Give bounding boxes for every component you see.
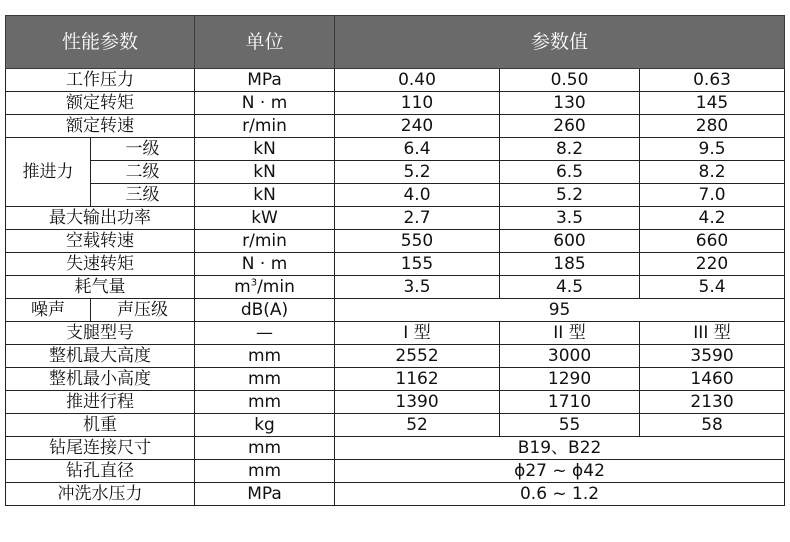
header-param: 性能参数 <box>6 16 195 69</box>
table-row <box>6 161 785 184</box>
row-value: 0.63 <box>640 69 785 92</box>
table-row <box>6 322 785 345</box>
row-value: 1290 <box>500 368 640 391</box>
table-header-row <box>6 16 785 69</box>
row-unit: kW <box>195 207 335 230</box>
row-value: 58 <box>640 414 785 437</box>
row-value: 2552 <box>335 345 500 368</box>
row-unit <box>195 276 335 299</box>
row-label: 额定转速 <box>6 115 195 138</box>
row-value: 9.5 <box>640 138 785 161</box>
row-unit: dB(A) <box>195 299 335 322</box>
row-value: 145 <box>640 92 785 115</box>
table-row <box>6 138 785 161</box>
unit-per: /min <box>257 276 295 297</box>
row-value: 5.2 <box>335 161 500 184</box>
row-unit: — <box>195 322 335 345</box>
table-row <box>6 460 785 483</box>
row-value: 4.2 <box>640 207 785 230</box>
row-value: 130 <box>500 92 640 115</box>
row-value: 8.2 <box>640 161 785 184</box>
thrust-level-label: 三级 <box>91 184 195 207</box>
row-label: 推进行程 <box>6 391 195 414</box>
row-value: 220 <box>640 253 785 276</box>
row-unit: kg <box>195 414 335 437</box>
thrust-level-label: 二级 <box>91 161 195 184</box>
row-unit: MPa <box>195 483 335 506</box>
row-value: 280 <box>640 115 785 138</box>
row-unit: N · m <box>195 92 335 115</box>
row-value: B19、B22 <box>335 437 785 460</box>
table-row <box>6 483 785 506</box>
row-unit: kN <box>195 161 335 184</box>
table-row <box>6 92 785 115</box>
row-label: 最大输出功率 <box>6 207 195 230</box>
row-value: 3.5 <box>335 276 500 299</box>
row-label: 支腿型号 <box>6 322 195 345</box>
row-label: 钻尾连接尺寸 <box>6 437 195 460</box>
row-unit: r/min <box>195 115 335 138</box>
row-value: 185 <box>500 253 640 276</box>
row-unit: kN <box>195 184 335 207</box>
row-unit: mm <box>195 437 335 460</box>
row-unit: mm <box>195 345 335 368</box>
unit-exponent: 3 <box>250 276 258 288</box>
row-value: 0.40 <box>335 69 500 92</box>
row-unit: mm <box>195 460 335 483</box>
table-row <box>6 207 785 230</box>
table-row <box>6 437 785 460</box>
row-value: 6.4 <box>335 138 500 161</box>
row-value: 55 <box>500 414 640 437</box>
row-value: 600 <box>500 230 640 253</box>
row-value: 2.7 <box>335 207 500 230</box>
row-label: 噪声 <box>6 299 91 322</box>
row-unit: mm <box>195 368 335 391</box>
table-row <box>6 253 785 276</box>
row-value: 95 <box>335 299 785 322</box>
row-label: 额定转矩 <box>6 92 195 115</box>
row-value: 2130 <box>640 391 785 414</box>
table-row <box>6 276 785 299</box>
row-value: I 型 <box>335 322 500 345</box>
row-value: ϕ27 ~ ϕ42 <box>335 460 785 483</box>
row-value: 240 <box>335 115 500 138</box>
row-sublabel: 声压级 <box>91 299 195 322</box>
table-row <box>6 414 785 437</box>
row-value: 550 <box>335 230 500 253</box>
row-label: 空载转速 <box>6 230 195 253</box>
row-value: 0.50 <box>500 69 640 92</box>
row-value: 1710 <box>500 391 640 414</box>
row-value: 7.0 <box>640 184 785 207</box>
row-label: 失速转矩 <box>6 253 195 276</box>
row-value: 6.5 <box>500 161 640 184</box>
row-label: 工作压力 <box>6 69 195 92</box>
row-value: III 型 <box>640 322 785 345</box>
row-value: 52 <box>335 414 500 437</box>
row-value: 260 <box>500 115 640 138</box>
row-value: 4.5 <box>500 276 640 299</box>
thrust-label: 推进力 <box>6 138 91 207</box>
header-unit: 单位 <box>195 16 335 69</box>
row-value: 1390 <box>335 391 500 414</box>
spec-table <box>5 15 785 506</box>
table-row <box>6 184 785 207</box>
row-label: 整机最小高度 <box>6 368 195 391</box>
row-unit: MPa <box>195 69 335 92</box>
header-value: 参数值 <box>335 16 785 69</box>
row-label: 耗气量 <box>6 276 195 299</box>
row-label: 钻孔直径 <box>6 460 195 483</box>
table-row <box>6 69 785 92</box>
table-row <box>6 345 785 368</box>
table-row <box>6 115 785 138</box>
table-row <box>6 299 785 322</box>
row-label: 冲洗水压力 <box>6 483 195 506</box>
row-value: 1162 <box>335 368 500 391</box>
row-unit: r/min <box>195 230 335 253</box>
row-label: 整机最大高度 <box>6 345 195 368</box>
table-row <box>6 391 785 414</box>
unit-base: m <box>234 276 251 297</box>
row-value: II 型 <box>500 322 640 345</box>
row-value: 155 <box>335 253 500 276</box>
row-value: 8.2 <box>500 138 640 161</box>
thrust-level-label: 一级 <box>91 138 195 161</box>
row-unit: N · m <box>195 253 335 276</box>
row-value: 3.5 <box>500 207 640 230</box>
row-value: 3000 <box>500 345 640 368</box>
row-label: 机重 <box>6 414 195 437</box>
table-row <box>6 368 785 391</box>
row-unit: kN <box>195 138 335 161</box>
row-value: 3590 <box>640 345 785 368</box>
row-value: 0.6 ~ 1.2 <box>335 483 785 506</box>
row-value: 5.4 <box>640 276 785 299</box>
row-value: 660 <box>640 230 785 253</box>
row-value: 1460 <box>640 368 785 391</box>
row-value: 5.2 <box>500 184 640 207</box>
table-row <box>6 230 785 253</box>
row-value: 110 <box>335 92 500 115</box>
row-unit: mm <box>195 391 335 414</box>
row-value: 4.0 <box>335 184 500 207</box>
